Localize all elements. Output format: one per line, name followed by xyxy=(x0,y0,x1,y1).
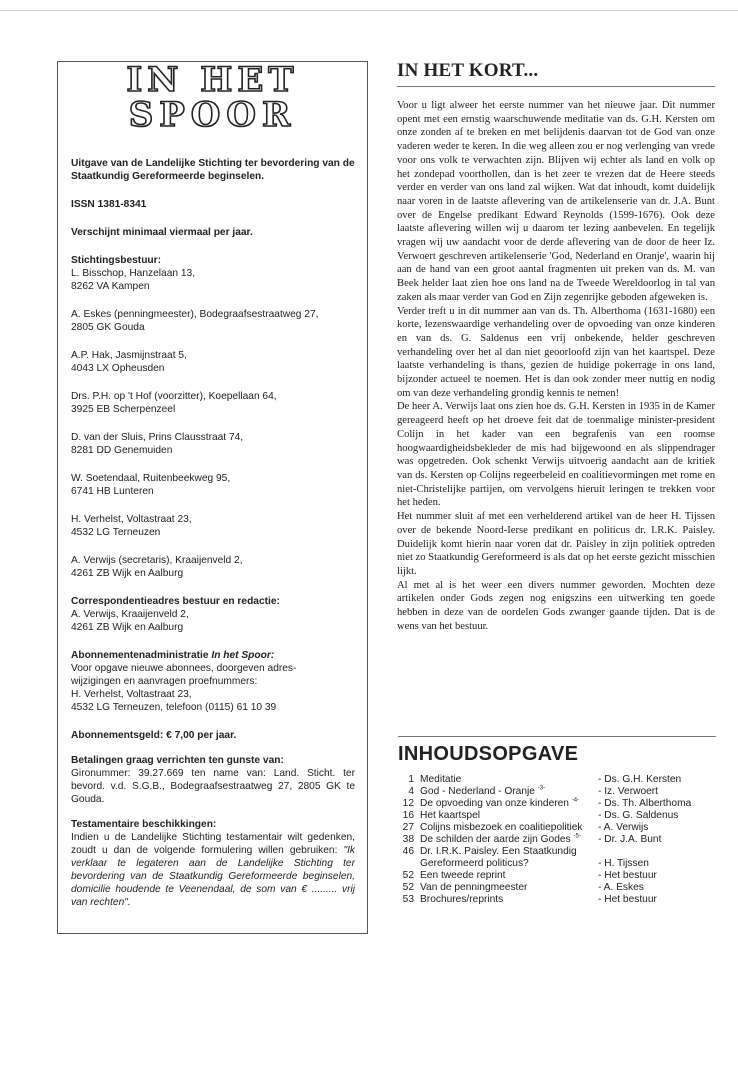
testament-intro: Indien u de Landelijke Stichting testamentair wilt gedenken, zoudt u dan de volgende formulering willen gebruiken: xyxy=(71,832,355,856)
toc-author: - H. Tijssen xyxy=(598,858,649,869)
toc-title-text: Colijns misbezoek en coalitiepolitiek xyxy=(420,822,583,833)
toc-author: - Ds. G.H. Kersten xyxy=(598,774,682,785)
issn: ISSN 1381-8341 xyxy=(71,199,147,210)
masthead-line-1: IN HET xyxy=(126,60,299,100)
toc-rule xyxy=(398,736,716,737)
toc-title-text: Van de penningmeester xyxy=(420,882,528,893)
toc-author: - Het bestuur xyxy=(598,870,657,881)
toc-title-text: De schilden der aarde zijn Godes xyxy=(420,834,571,845)
toc-item xyxy=(398,894,716,906)
toc-item xyxy=(398,822,716,834)
toc-page-number: 16 xyxy=(402,810,414,821)
payment-heading: Betalingen graag verrichten ten gunste van: xyxy=(71,755,284,766)
editorial-text xyxy=(397,99,715,633)
toc-page-number: 1 xyxy=(408,774,414,785)
board-member xyxy=(71,554,355,580)
board-member xyxy=(71,472,355,498)
testament-quote: "Ik verklaar te legateren aan de Landelijke Stichting ter bevordering van de Staatkundig Gereformeerde beginselen, domicilie houdende te Veenendaal, de som van € ......... vrij van rechten". xyxy=(71,845,355,908)
editorial-paragraph: De heer A. Verwijs laat ons zien hoe ds. G.H. Kersten in 1935 in de Kamer gereageerd heeft op het droeve feit dat de toenmalige minister-president Colijn in het kader van een begrafenis van een roomse hoogwaardigheidsbekleder de mis had bijgewoond en als slippendrager was opgetreden. Ook schenkt Verwijs uitvoerig aandacht aan de kritiek van ds. Kersten op Colijns regeerbeleid en coalitievormingen met rome en niet-Christelijke partijen, om vervolgens hieruit leringen te trekken voor het heden. xyxy=(397,401,715,509)
board-address-line: Drs. P.H. op 't Hof (voorzitter), Koepellaan 64, xyxy=(71,391,277,402)
toc-title xyxy=(420,870,598,882)
heading-rule xyxy=(397,86,715,87)
toc-title xyxy=(420,834,598,846)
board-address-line: 8262 VA Kampen xyxy=(71,281,150,292)
subscription-line: 4532 LG Terneuzen, telefoon (0115) 61 10 39 xyxy=(71,702,277,713)
toc-author: - Het bestuur xyxy=(598,894,657,905)
subscription-fee: Abonnementsgeld: € 7,00 per jaar. xyxy=(71,730,237,741)
board-address-line: 4043 LX Opheusden xyxy=(71,363,165,374)
toc-title xyxy=(420,894,598,906)
editorial-paragraph: Verder treft u in dit nummer aan van ds. Th. Alberthoma (1631-1680) een korte, lezenswaardige verhandeling over de opvoeding van onze kinderen en van ds. G. Saldenus een vrij onbekende, helder geschreven verhandeling over het al dan niet geoorloofd zijn van het kaartspel. Deze laatste verhandeling is thans, gezien de huidige pokerrage in ons land, bijzonder actueel te noemen. Het is dan ook zonder meer nuttig en nodig om van deze verhandeling grondig kennis te nemen! xyxy=(397,305,715,399)
board-member xyxy=(71,431,355,457)
toc-author: - A. Eskes xyxy=(598,882,644,893)
toc-item xyxy=(398,882,716,894)
toc-page-number: 12 xyxy=(402,798,414,809)
masthead-line-2: SPOOR xyxy=(128,95,297,135)
toc-item xyxy=(398,786,716,798)
board-address-line: 4532 LG Terneuzen xyxy=(71,527,161,538)
toc-item xyxy=(398,810,716,822)
toc-page-number: 4 xyxy=(408,786,414,797)
board-address-line: A. Verwijs (secretaris), Kraaijenveld 2, xyxy=(71,555,243,566)
board-address-line: H. Verhelst, Voltastraat 23, xyxy=(71,514,192,525)
board-address-line: 8281 DD Genemuiden xyxy=(71,445,173,456)
toc-page-number: 27 xyxy=(402,822,414,833)
toc-title-text: Het kaartspel xyxy=(420,810,481,821)
toc-title-text: God - Nederland - Oranje xyxy=(420,786,535,797)
subscription-heading xyxy=(71,649,355,662)
toc-item xyxy=(398,798,716,810)
toc-title xyxy=(420,810,598,822)
editorial-paragraph: Het nummer sluit af met een verhelderend artikel van de heer H. Tijssen over de bekende Noord-Ierse predikant en politicus dr. I.R.K. Paisley. Duidelijk komt hierin naar voren dat dr. Paisley in zijn politiek optreden niet zo Staatkundig Gereformeerd is als dat op het eerste gezicht misschien lijkt. xyxy=(397,511,715,577)
toc-author: - Ds. G. Saldenus xyxy=(598,810,679,821)
board-member xyxy=(71,390,355,416)
frequency: Verschijnt minimaal viermaal per jaar. xyxy=(71,227,253,238)
board-address-line: 2805 GK Gouda xyxy=(71,322,145,333)
toc-title xyxy=(420,798,598,810)
section-heading-kort: IN HET KORT... xyxy=(397,60,539,81)
correspondence-heading: Correspondentieadres bestuur en redactie: xyxy=(71,596,280,607)
subscription-line: Voor opgave nieuwe abonnees, doorgeven adres- xyxy=(71,663,297,674)
toc-page-number: 53 xyxy=(402,894,414,905)
board-address-line: A. Eskes (penningmeester), Bodegraafsestraatweg 27, xyxy=(71,309,319,320)
toc-title xyxy=(420,846,598,870)
toc-page-number: 46 xyxy=(402,846,414,857)
toc-title-text: Een tweede reprint xyxy=(420,870,506,881)
toc-title xyxy=(420,882,598,894)
toc-title xyxy=(420,822,598,834)
board-heading: Stichtingsbestuur: xyxy=(71,255,161,266)
top-rule xyxy=(0,10,738,11)
toc-part-marker: -4- xyxy=(571,797,580,804)
toc-page-number: 38 xyxy=(402,834,414,845)
board-member xyxy=(71,308,355,334)
toc-title-text: De opvoeding van onze kinderen xyxy=(420,798,569,809)
subscription-line: wijzigingen en aanvragen proefnummers: xyxy=(71,676,258,687)
publisher-text: Uitgave van de Landelijke Stichting ter bevordering van de Staatkundig Gereformeerde beginselen. xyxy=(71,158,355,182)
board-address-line: 3925 EB Scherpenzeel xyxy=(71,404,176,415)
table-of-contents xyxy=(398,774,716,906)
board-address-line: A.P. Hak, Jasmijnstraat 5, xyxy=(71,350,187,361)
toc-title-text: Dr. I.R.K. Paisley. Een Staatkundig Gereformeerd politicus? xyxy=(420,846,577,869)
subscription-heading-prefix: Abonnementenadministratie xyxy=(71,650,212,661)
toc-page-number: 52 xyxy=(402,870,414,881)
toc-author: - A. Verwijs xyxy=(598,822,649,833)
toc-item xyxy=(398,774,716,786)
testament-heading: Testamentaire beschikkingen: xyxy=(71,819,217,830)
correspondence-line: 4261 ZB Wijk en Aalburg xyxy=(71,622,184,633)
toc-title xyxy=(420,786,598,798)
testament-text xyxy=(71,831,355,909)
board-address-line: W. Soetendaal, Ruitenbeekweg 95, xyxy=(71,473,231,484)
toc-item xyxy=(398,846,716,870)
board-address-line: 4261 ZB Wijk en Aalburg xyxy=(71,568,184,579)
masthead-logo xyxy=(58,62,367,157)
correspondence-line: A. Verwijs, Kraaijenveld 2, xyxy=(71,609,189,620)
in-het-kort-section xyxy=(397,60,715,633)
toc-title xyxy=(420,774,598,786)
toc-author: - Ds. Th. Alberthoma xyxy=(598,798,692,809)
payment-text: Gironummer: 39.27.669 ten name van: Land. Sticht. ter bevord. v.d. S.G.B., Bodegraafsestraatweg 27, 2805 GK te Gouda. xyxy=(71,768,355,805)
toc-author: - Dr. J.A. Bunt xyxy=(598,834,662,845)
subscription-heading-title: In het Spoor: xyxy=(211,650,275,661)
editorial-paragraph: Voor u ligt alweer het eerste nummer van het nieuwe jaar. Dit nummer opent met een ernstig waarschuwende meditatie van ds. G.H. Kersten om onze zonden af te breken en met belijdenis daarvan tot de God van onze vaderen weder te keren. In die weg alleen zou er nog verlenging van vrede voor ons volk te verwachten zijn. Blijven wij echter als land en volk op het zondepad voorthollen, dan is het zeer te vrezen dat de Heere steeds verder en verder van ons land zal wijken. Wat dat inhoudt, komt duidelijk naar voren in de laatste aflevering van de artikelenserie van dr. J.A. Bunt over de Engelse predikant Edward Reynolds (1599-1676). Ook deze laatste aflevering willen wij u daarom ter lezing aanbevelen. En tegelijk vragen wij uw aandacht voor de derde aflevering van de door de heer Iz. Verwoert geschreven artikelenserie 'God, Nederland en Oranje', waarin hij aan de hand van een groot aantal fragmenten uit preken van ds. M. van Beek helder laat zien hoe ons land na de Tweede Wereldoorlog in tal van zaken als maar verder van God en Zijn zegenrijke geboden afgeweken is. xyxy=(397,100,715,303)
toc-part-marker: -5- xyxy=(573,833,581,840)
board-member xyxy=(71,513,355,539)
subscription-line: H. Verhelst, Voltastraat 23, xyxy=(71,689,192,700)
toc-heading: INHOUDSOPGAVE xyxy=(398,743,579,765)
board-address-line: 6741 HB Lunteren xyxy=(71,486,154,497)
toc-part-marker: -3- xyxy=(537,785,546,792)
toc-title-text: Meditatie xyxy=(420,774,462,785)
board-address-line: D. van der Sluis, Prins Clausstraat 74, xyxy=(71,432,244,443)
toc-item xyxy=(398,834,716,846)
editorial-paragraph: Al met al is het weer een divers nummer geworden. Mochten deze artikelen onder Gods zegen nog enigszins een uitwerking ten goede hebben in deze van de oordelen Gods zwanger gaande tijden. Dat is de wens van het bestuur. xyxy=(397,579,715,632)
toc-author: - Iz. Verwoert xyxy=(598,786,659,797)
board-member xyxy=(71,349,355,375)
toc-title-text: Brochures/reprints xyxy=(420,894,504,905)
colophon-box xyxy=(57,61,368,934)
board-address-line: L. Bisschop, Hanzelaan 13, xyxy=(71,268,196,279)
board-member xyxy=(71,267,355,293)
toc-page-number: 52 xyxy=(402,882,414,893)
toc-item xyxy=(398,870,716,882)
